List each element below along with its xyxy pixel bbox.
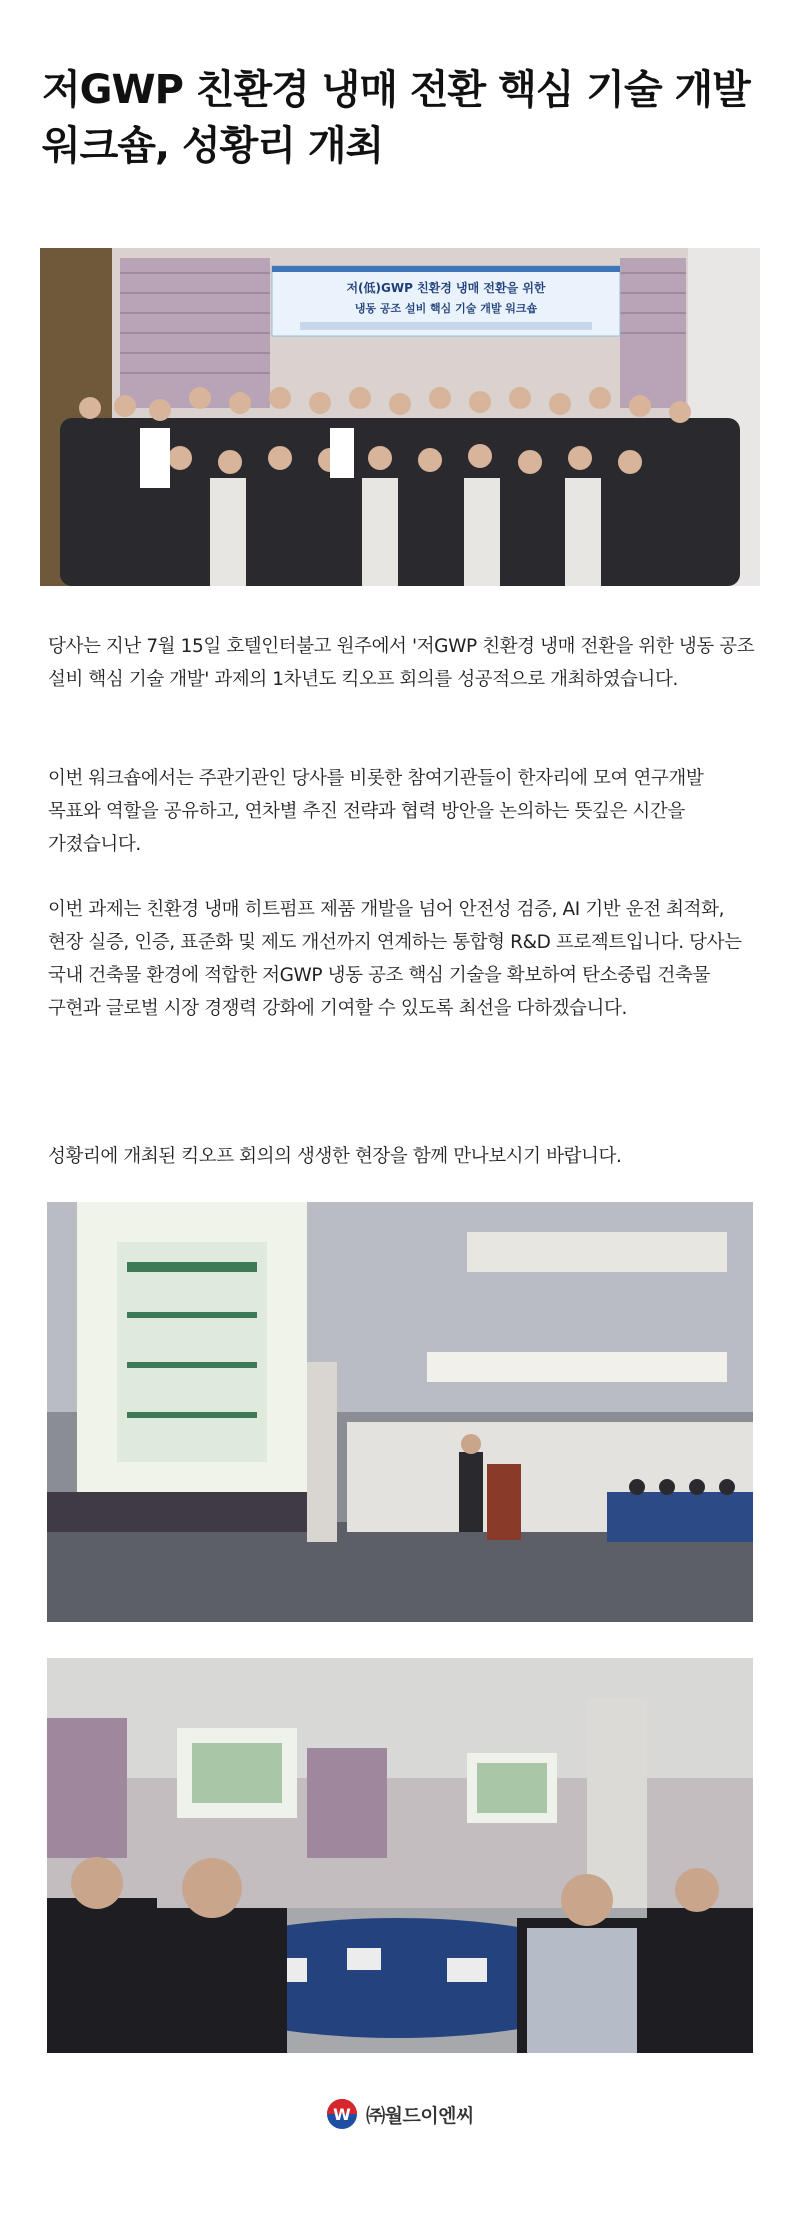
article-paragraph-3: 이번 과제는 친환경 냉매 히트펌프 제품 개발을 넘어 안전성 검증, AI 기반 운전 최적화, 현장 실증, 인증, 표준화 및 제도 개선까지 연계하는 통합형 R&D 프로젝트입니다. 당사는 국내 건축물 환경에 적합한 저GWP 냉동 공조 핵심 기술을 확보하여 탄소중립 건축물 구현과 글로벌 시장 경쟁력 강화에 기여할 수 있도록 최선을 다하겠습니다.	[48, 899, 742, 1019]
title-line-1: 저GWP 친환경 냉매 전환 핵심 기술 개발	[42, 67, 750, 113]
company-logo	[0, 2094, 800, 2134]
article-title	[42, 62, 762, 174]
world-enc-logo-icon	[326, 2098, 358, 2130]
group-photo	[40, 248, 760, 586]
title-line-2: 워크숍, 성황리 개최	[42, 123, 384, 169]
banner-line-1: 저(低)GWP 친환경 냉매 전환을 위한	[346, 281, 546, 295]
audience-photo	[47, 1658, 753, 2053]
article-paragraph-2: 이번 워크숍에서는 주관기관인 당사를 비롯한 참여기관들이 한자리에 모여 연구개발 목표와 역할을 공유하고, 연차별 추진 전략과 협력 방안을 논의하는 뜻깊은 시간을 가졌습니다.	[48, 768, 704, 855]
presentation-photo	[47, 1202, 753, 1622]
logo-mark-letter: W	[333, 2105, 351, 2124]
article-paragraph-4: 성황리에 개최된 킥오프 회의의 생생한 현장을 함께 만나보시기 바랍니다.	[48, 1146, 622, 1167]
article-paragraph-1: 당사는 지난 7월 15일 호텔인터불고 원주에서 '저GWP 친환경 냉매 전환을 위한 냉동 공조 설비 핵심 기술 개발' 과제의 1차년도 킥오프 회의를 성공적으로 개최하였습니다.	[48, 636, 755, 690]
banner-line-2: 냉동 공조 설비 핵심 기술 개발 워크숍	[354, 302, 538, 315]
company-name: ㈜월드이엔씨	[366, 2104, 474, 2127]
